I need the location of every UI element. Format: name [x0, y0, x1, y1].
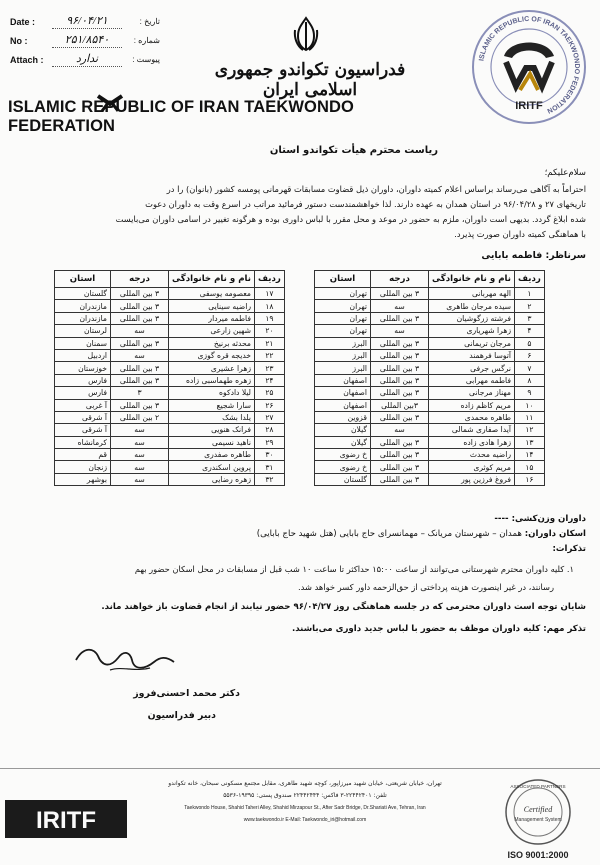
cell-no: ۱۴ [515, 449, 545, 461]
cell-province: خ رضوی [315, 449, 371, 461]
col-header-province: استان [55, 271, 111, 288]
cell-name: مریم کاظم زاده [429, 399, 515, 411]
table-header-row [315, 271, 545, 288]
cell-name: فرشته زرگوشیان [429, 312, 515, 324]
table-row [55, 424, 285, 436]
cell-province: گیلان [315, 436, 371, 448]
col-header-name: نام و نام خانوادگی [169, 271, 255, 288]
cell-degree: ۳ بین المللی [371, 374, 429, 386]
col-header-degree: درجه [111, 271, 169, 288]
cell-province: تهران [315, 300, 371, 312]
table-row [315, 312, 545, 324]
cell-no: ۲۰ [255, 325, 285, 337]
cell-province: تهران [315, 288, 371, 300]
cell-province: البرز [315, 362, 371, 374]
cell-province: اردبیل [55, 349, 111, 361]
cell-name: راضیه محدث [429, 449, 515, 461]
table-row [55, 337, 285, 349]
meta-block [10, 12, 160, 69]
cell-no: ۵ [515, 337, 545, 349]
cell-degree: سه [371, 325, 429, 337]
cell-degree: ۳ بین المللی [371, 461, 429, 473]
cell-name: زهرا هادی زاده [429, 436, 515, 448]
cell-province: آ شرقی [55, 424, 111, 436]
lodging-text: همدان – شهرستان مریانک – مهمانسرای حاج بابایی (هتل شهید حاج بابایی) [256, 529, 522, 539]
federation-name-en-text: ISLAMIC REPUBLIC OF IRAN TAEKWONDO FEDERATION [8, 98, 354, 135]
cell-no: ۲۶ [255, 399, 285, 411]
cell-name: نرگس جرفی [429, 362, 515, 374]
cell-degree: سه [111, 449, 169, 461]
body-line-1: احتراماً به آگاهی می‌رساند براساس اعلام کمیته داوران، داوران ذیل قضاوت مسابقات قهرمانی پومسه کشور (بانوان) را در [166, 184, 586, 194]
cell-degree: سه [371, 424, 429, 436]
cell-no: ۲۸ [255, 424, 285, 436]
cell-name: طاهره محمدی [429, 411, 515, 423]
attach-row [10, 50, 160, 69]
table-row [55, 399, 285, 411]
cell-province: البرز [315, 349, 371, 361]
table-row [55, 411, 285, 423]
col-header-province: استان [315, 271, 371, 288]
cell-degree: ۳ بین المللی [371, 449, 429, 461]
cell-province: فارس [55, 387, 111, 399]
table-row [315, 288, 545, 300]
notes-title: تذکرات: [552, 544, 586, 554]
cell-province: سمنان [55, 337, 111, 349]
table-row [315, 436, 545, 448]
table-row [315, 349, 545, 361]
date-label-en: Date : [10, 16, 36, 27]
cell-name: سارا شجیع [169, 399, 255, 411]
seal-ring-text: ISLAMIC REPUBLIC OF IRAN TAEKWONDO FEDERATION [478, 15, 581, 115]
number-row [10, 31, 160, 50]
cell-province: تهران [315, 325, 371, 337]
cell-province: قزوین [315, 411, 371, 423]
cell-name: مریم کوثری [429, 461, 515, 473]
cell-name: فرانک هنویی [169, 424, 255, 436]
date-row [10, 12, 160, 31]
table-row [315, 399, 545, 411]
iran-emblem-icon [292, 16, 320, 52]
table-row [315, 424, 545, 436]
table-row [315, 411, 545, 423]
table-row [55, 449, 285, 461]
cell-no: ۸ [515, 374, 545, 386]
table-row [55, 362, 285, 374]
cell-degree: ۳ بین المللی [111, 374, 169, 386]
body-line-2: تاریخهای ۲۷ و ۹۶/۰۴/۲۸ در استان همدان به عهده دارند. لذا خواهشمندست دستور فرمائید مراتب در اسرع وقت به داوران دعوت [145, 199, 586, 209]
referees-table-left [54, 270, 285, 486]
cell-province: زنجان [55, 461, 111, 473]
cell-no: ۱۳ [515, 436, 545, 448]
table-header-row [55, 271, 285, 288]
lodging-label: اسکان داوران: [524, 529, 586, 539]
federation-name-fa: فدراسیون تکواندو جمهوری اسلامی ایران [214, 60, 406, 100]
belt-icon [96, 92, 124, 112]
date-value: ۹۶/۰۴/۲۱ [52, 15, 122, 29]
cell-name: زهره رضایی [169, 473, 255, 485]
note-1-continued: رسانند، در غیر اینصورت هزینه پرداختی از حق‌الزحمه داور کسر خواهد شد. [297, 582, 554, 592]
iso-system-text: Management System [514, 817, 562, 823]
footer-address-en: Taekwondo House, Shahid Taheri Alley, Shahid Mirzapour St., After Sadr Bridge, Dr.Shariati Ave, Tehran, Iran [184, 805, 426, 811]
col-header-no: ردیف [255, 271, 285, 288]
cell-no: ۳۰ [255, 449, 285, 461]
cell-no: ۹ [515, 387, 545, 399]
cell-name: فاطمه مهرابی [429, 374, 515, 386]
cell-degree: سه [371, 300, 429, 312]
cell-name: فاطمه میردار [169, 312, 255, 324]
table-row [315, 461, 545, 473]
cell-name: لیلا دادکوه [169, 387, 255, 399]
cell-name: الهه مهربانی [429, 288, 515, 300]
cell-no: ۶ [515, 349, 545, 361]
footer-divider [0, 768, 600, 769]
table-row [55, 288, 285, 300]
cell-name: سیده مرجان طاهری [429, 300, 515, 312]
table-row [55, 387, 285, 399]
table-row [315, 325, 545, 337]
table-row [315, 374, 545, 386]
table-row [315, 473, 545, 485]
cell-name: طاهره صفدری [169, 449, 255, 461]
cell-province: فارس [55, 374, 111, 386]
attach-label-fa: پیوست : [132, 55, 160, 64]
col-header-name: نام و نام خانوادگی [429, 271, 515, 288]
cell-no: ۱ [515, 288, 545, 300]
cell-province: اصفهان [315, 387, 371, 399]
cell-no: ۳۱ [255, 461, 285, 473]
cell-no: ۲۷ [255, 411, 285, 423]
table-row [55, 349, 285, 361]
cell-no: ۲۳ [255, 362, 285, 374]
note-1: ۱. کلیه داوران محترم شهرستانی می‌توانند از ساعت ۱۵:۰۰ حداکثر تا ساعت ۱۰ شب قبل از مسابقات در محل اسکان حضور بهم [134, 564, 574, 574]
cell-degree: ۳ بین المللی [371, 436, 429, 448]
seal-abbr: IRITF [515, 100, 543, 112]
footer-address [135, 778, 475, 826]
cell-degree: ۳ بین المللی [371, 387, 429, 399]
cell-degree: سه [111, 473, 169, 485]
cell-name: راضیه سینایی [169, 300, 255, 312]
cell-degree: ۳ بین المللی [111, 300, 169, 312]
note-2: شایان توجه است داوران محترمی که در جلسه هماهنگی روز ۹۶/۰۴/۲۷ حضور نیابند از انجام قضاوت باز خواهند ماند. [101, 602, 586, 612]
cell-name: خدیجه قره گوزی [169, 349, 255, 361]
footer-logo-text: IRITF [36, 807, 96, 834]
number-value: ۲۵۱/۸۵۴۰ [52, 34, 122, 48]
cell-no: ۱۶ [515, 473, 545, 485]
cell-no: ۲۴ [255, 374, 285, 386]
cell-no: ۲۵ [255, 387, 285, 399]
cell-degree: ۳ بین المللی [111, 312, 169, 324]
attach-value: ندارد [52, 53, 122, 67]
cell-province: آ غربی [55, 399, 111, 411]
cell-province: مازندران [55, 312, 111, 324]
cell-no: ۲۹ [255, 436, 285, 448]
iritf-footer-logo [5, 796, 127, 842]
cell-name: فروغ فرزین پور [429, 473, 515, 485]
table-row [315, 449, 545, 461]
cell-province: کرمانشاه [55, 436, 111, 448]
cell-no: ۴ [515, 325, 545, 337]
cell-name: مرجان تریمانی [429, 337, 515, 349]
table-row [55, 374, 285, 386]
iso-certified-text: Certified [523, 805, 553, 814]
cell-province: لرستان [55, 325, 111, 337]
cell-degree: ۳ بین المللی [371, 337, 429, 349]
cell-degree: ۲ بین المللی [111, 411, 169, 423]
cell-no: ۱۰ [515, 399, 545, 411]
table-row [55, 325, 285, 337]
body-line-3: شده ابلاغ گردد. بدیهی است داوران، ملزم به حضور در موعد و محل مقرر با لباس داوری بوده و هرگونه تغییر در اسامی داوران می‌بایست [115, 214, 586, 224]
table-row [55, 473, 285, 485]
table-row [55, 300, 285, 312]
footer-web-en: www.taekwondo.ir E-Mail: Taekwondo_iri@hotmail.com [243, 817, 367, 823]
body-line-4: با هماهنگی کمیته داوران صورت پذیرد. [454, 229, 586, 239]
cell-no: ۷ [515, 362, 545, 374]
cell-degree: ۳ بین المللی [111, 362, 169, 374]
cell-name: شهین زارعی [169, 325, 255, 337]
table-row [315, 362, 545, 374]
iso-certification-logo [488, 776, 588, 862]
cell-province: تهران [315, 312, 371, 324]
attach-label-en: Attach : [10, 54, 44, 65]
cell-no: ۱۷ [255, 288, 285, 300]
table-row [315, 300, 545, 312]
cell-no: ۲۱ [255, 337, 285, 349]
cell-province: البرز [315, 337, 371, 349]
cell-name: محدثه برنیخ [169, 337, 255, 349]
cell-degree: سه [111, 436, 169, 448]
cell-province: اصفهان [315, 399, 371, 411]
cell-degree: ۳ بین المللی [371, 473, 429, 485]
cell-no: ۱۸ [255, 300, 285, 312]
col-header-degree: درجه [371, 271, 429, 288]
cell-province: گیلان [315, 424, 371, 436]
table-row [55, 461, 285, 473]
cell-no: ۳۲ [255, 473, 285, 485]
table-row [55, 436, 285, 448]
cell-name: زهرا عشیری [169, 362, 255, 374]
cell-degree: سه [111, 349, 169, 361]
cell-name: مهناز مرجانی [429, 387, 515, 399]
cell-province: خوزستان [55, 362, 111, 374]
cell-degree: ۳ بین المللی [371, 349, 429, 361]
iso-standard-text: ISO 9001:2000 [507, 850, 569, 860]
cell-degree: ۳ بین المللی [371, 288, 429, 300]
cell-no: ۱۱ [515, 411, 545, 423]
addressee: ریاست محترم هیأت تکواندو استان [269, 145, 438, 156]
table-row [55, 312, 285, 324]
cell-no: ۲ [515, 300, 545, 312]
cell-province: مازندران [55, 300, 111, 312]
weighin-referees: داوران وزن‌کشی: ---- [494, 514, 586, 524]
cell-province: گلستان [315, 473, 371, 485]
cell-degree: ۳ بین المللی [371, 411, 429, 423]
cell-province: گلستان [55, 288, 111, 300]
cell-name: زهره طهماسبی زاده [169, 374, 255, 386]
lodging [14, 527, 586, 542]
table-row [315, 337, 545, 349]
cell-no: ۳ [515, 312, 545, 324]
signatory-name: دکتر محمد احسنی‌فروز [133, 688, 240, 699]
cell-province: بوشهر [55, 473, 111, 485]
iso-top-text: ASSOCIATED PARTNERS [510, 784, 566, 789]
number-label-en: No : [10, 35, 28, 46]
cell-degree: ۳ بین المللی [111, 337, 169, 349]
number-label-fa: شماره : [133, 36, 160, 45]
federation-seal-logo [470, 8, 588, 126]
federation-name-en [8, 98, 458, 136]
note-3: تذکر مهم: کلیه داوران موظف به حضور با لباس جدید داوری می‌باشند. [291, 624, 586, 634]
cell-name: زهرا شهریاری [429, 325, 515, 337]
footer-address-fa: تهران، خیابان شریعتی، خیابان شهید میرزاپور، کوچه شهید طاهری، مقابل مجتمع مسکونی سبحان، خانه تکواندو [168, 780, 442, 787]
cell-name: پروین اسکندری [169, 461, 255, 473]
cell-name: ناهید نسیمی [169, 436, 255, 448]
cell-province: خ رضوی [315, 461, 371, 473]
cell-name: معصومه یوسفی [169, 288, 255, 300]
cell-no: ۲۲ [255, 349, 285, 361]
referees-table-right [314, 270, 545, 486]
cell-name: آیدا صفاری شمالی [429, 424, 515, 436]
cell-province: اصفهان [315, 374, 371, 386]
table-row [315, 387, 545, 399]
cell-degree: سه [111, 424, 169, 436]
signatory-title: دبیر فدراسیون [147, 710, 216, 721]
handwritten-signature [70, 640, 180, 680]
cell-degree: ۳ بین المللی [371, 362, 429, 374]
cell-province: آ شرقی [55, 411, 111, 423]
cell-no: ۱۲ [515, 424, 545, 436]
col-header-no: ردیف [515, 271, 545, 288]
greeting: سلام‌علیکم؛ [544, 168, 586, 178]
cell-degree: ۳بین المللی [371, 399, 429, 411]
date-label-fa: تاریخ : [139, 17, 160, 26]
cell-degree: سه [111, 325, 169, 337]
cell-no: ۱۵ [515, 461, 545, 473]
cell-name: یلدا بشک [169, 411, 255, 423]
cell-name: آتوسا فرهمند [429, 349, 515, 361]
cell-degree: سه [111, 461, 169, 473]
cell-degree: ۳ بین المللی [111, 288, 169, 300]
cell-degree: ۳ بین المللی [111, 399, 169, 411]
cell-degree: ۳ بین المللی [371, 312, 429, 324]
cell-degree: ۳ [111, 387, 169, 399]
supervisor: سرناظر: فاطمه بابایی [481, 250, 586, 261]
cell-province: قم [55, 449, 111, 461]
footer-phones-fa: تلفن: ۲۲۴۴۲۴۰۱-۳ فاکس: ۲۲۴۴۲۴۴۴ صندوق پستی: ۱۹۳۹۵-۵۵۳۶ [223, 792, 387, 799]
cell-no: ۱۹ [255, 312, 285, 324]
